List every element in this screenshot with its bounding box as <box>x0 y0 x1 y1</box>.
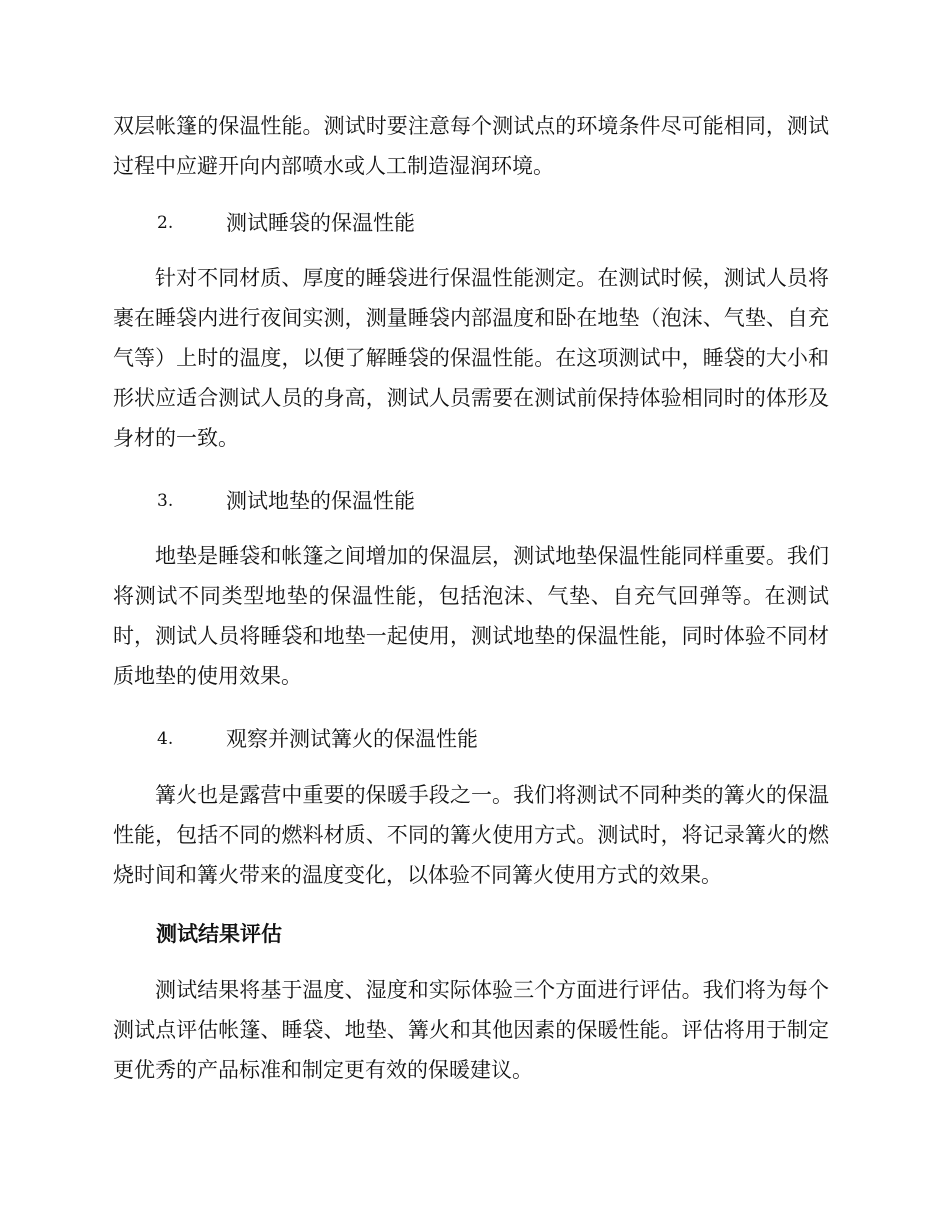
section-title: 观察并测试篝火的保温性能 <box>226 727 478 751</box>
paragraph-tent-continuation: 双层帐篷的保温性能。测试时要注意每个测试点的环境条件尽可能相同，测试过程中应避开向内部喷水或人工制造湿润环境。 <box>113 114 829 178</box>
section-number: 4. <box>157 729 174 749</box>
section-title: 测试地垫的保温性能 <box>226 489 415 513</box>
section-heading-sleeping-bag <box>0 203 950 243</box>
paragraph-results: 测试结果将基于温度、湿度和实际体验三个方面进行评估。我们将为每个测试点评估帐篷、睡袋、地垫、篝火和其他因素的保暖性能。评估将用于制定更优秀的产品标准和制定更有效的保暖建议。 <box>113 978 829 1082</box>
section-heading-results: 测试结果评估 <box>156 921 282 946</box>
section-title: 测试睡袋的保温性能 <box>226 211 415 235</box>
section-number: 3. <box>157 491 174 511</box>
paragraph-sleeping-pad: 地垫是睡袋和帐篷之间增加的保温层，测试地垫保温性能同样重要。我们将测试不同类型地垫的保温性能，包括泡沫、气垫、自充气回弹等。在测试时，测试人员将睡袋和地垫一起使用，测试地垫的保温性能，同时体验不同材质地垫的使用效果。 <box>113 544 829 688</box>
section-number: 2. <box>157 213 174 233</box>
paragraph-sleeping-bag: 针对不同材质、厚度的睡袋进行保温性能测定。在测试时候，测试人员将裹在睡袋内进行夜间实测，测量睡袋内部温度和卧在地垫（泡沫、气垫、自充气等）上时的温度，以便了解睡袋的保温性能。在这项测试中，睡袋的大小和形状应适合测试人员的身高，测试人员需要在测试前保持体验相同时的体形及身材的一致。 <box>113 266 829 450</box>
paragraph-campfire: 篝火也是露营中重要的保暖手段之一。我们将测试不同种类的篝火的保温性能，包括不同的燃料材质、不同的篝火使用方式。测试时，将记录篝火的燃烧时间和篝火带来的温度变化，以体验不同篝火使用方式的效果。 <box>113 783 829 887</box>
section-heading-campfire <box>0 719 950 759</box>
section-heading-sleeping-pad <box>0 481 950 521</box>
